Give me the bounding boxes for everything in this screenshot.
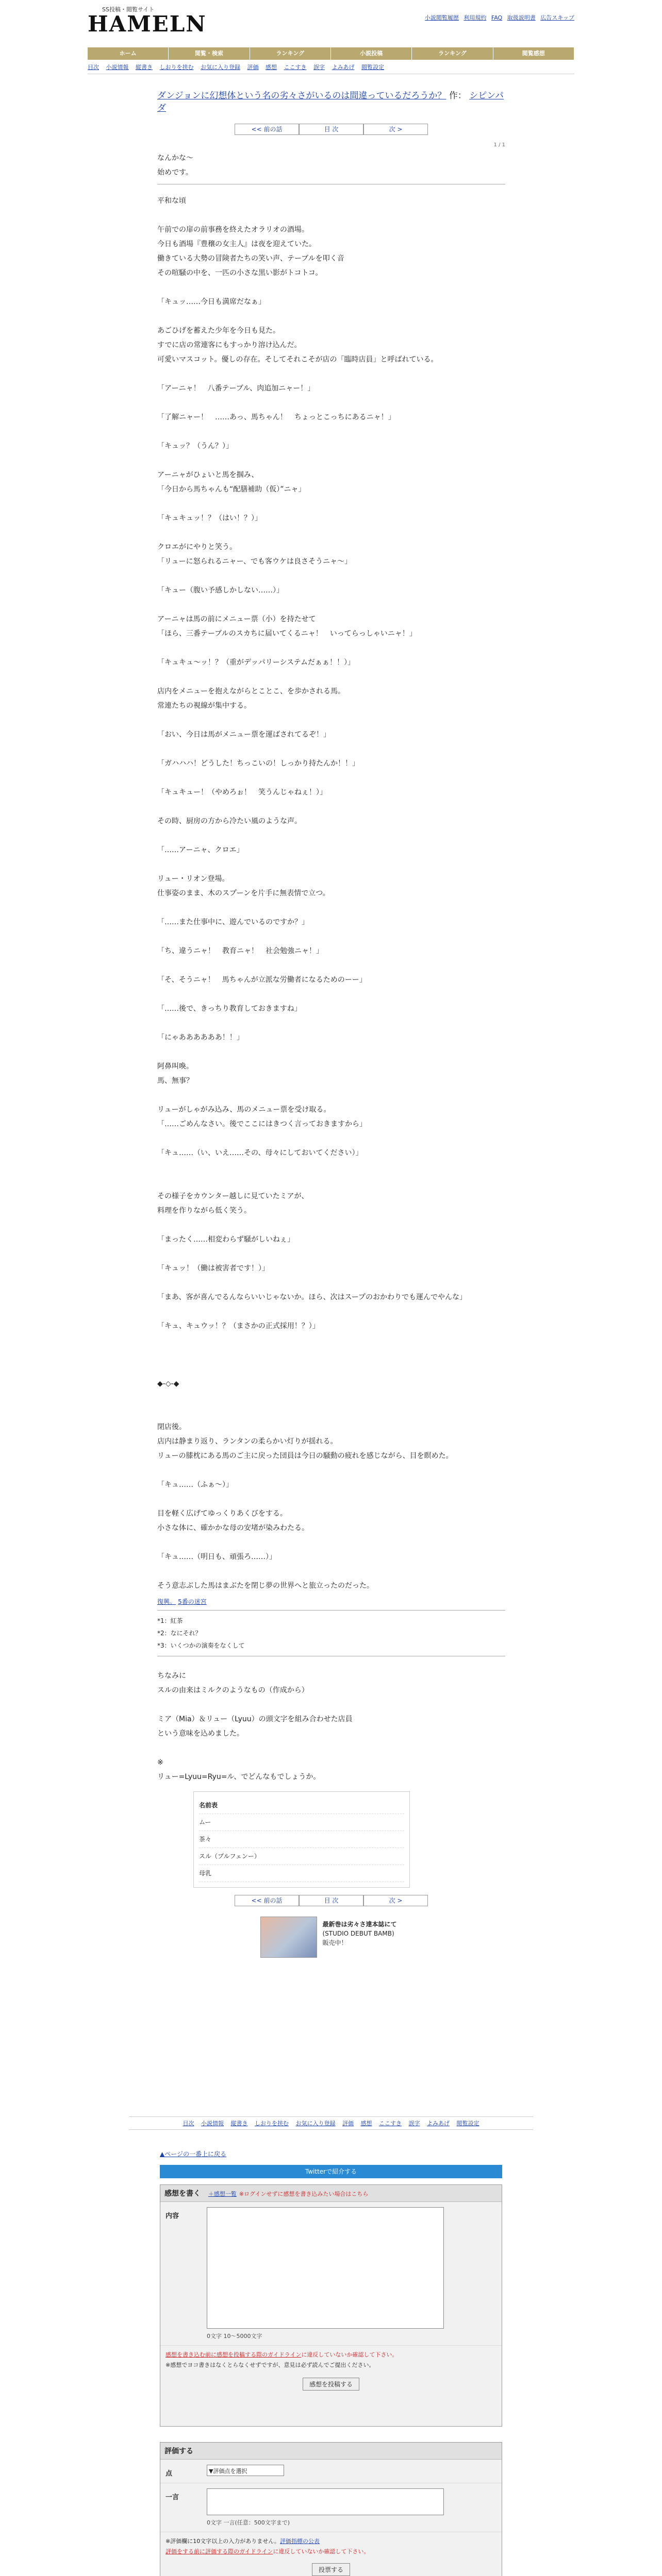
footnote: *3：いくつかの演奏をなくして [157, 1642, 245, 1649]
story-line: 馬、無事？ [157, 1077, 193, 1085]
blank-line [157, 1276, 505, 1290]
logo-text: HAMELN [88, 11, 207, 37]
nav-item[interactable]: ランキング [412, 47, 493, 60]
blank-line [157, 1391, 505, 1405]
story-line: 「……アーニャ、クロエ」 [157, 846, 244, 854]
blank-line [157, 1304, 505, 1319]
blank-line [157, 713, 505, 727]
blank-line [157, 1131, 505, 1146]
story-line: 「キュ、キュウッ！？（まさかの正式採用！？）」 [157, 1322, 320, 1330]
blank-line [157, 771, 505, 785]
footnav-link[interactable]: しおりを挟む [255, 2120, 289, 2127]
toplink[interactable]: 利用規約 [464, 14, 487, 21]
story-line: 「キュ……（い、いえ……その、母々にしておいてください）」 [157, 1149, 363, 1157]
blank-line [157, 857, 505, 872]
back-to-top-link[interactable]: ▲ページの一番上に戻る [160, 2150, 226, 2158]
banner-image [260, 1917, 317, 1958]
banner-line: 最新巻は劣々さ達本誌にて [322, 1921, 397, 1928]
story-line: 「アーニャ！ 八番テーブル、肉追加ニャー！」 [157, 384, 315, 393]
story-line: リュー・リオン登場。 [157, 875, 229, 883]
footnav-link[interactable]: 小説情報 [201, 2120, 224, 2127]
blank-line [157, 1492, 505, 1506]
review-rules [160, 2346, 502, 2375]
nav-item[interactable]: 閲覧・検索 [169, 47, 250, 60]
rule-text: に違反していないか確認して下さい。 [301, 2351, 398, 2358]
ad-banner[interactable] [157, 1917, 505, 1958]
rating-comment-input[interactable] [207, 2488, 444, 2515]
nav-item[interactable]: ランキング [250, 47, 331, 60]
story-line: 「そ、そうニャ！ 馬ちゃんが立派な労働者になるためのーー」 [157, 976, 367, 984]
footnav-link[interactable]: 閲覧設定 [456, 2120, 479, 2127]
banner-text [317, 1917, 402, 1958]
footnav-link[interactable]: 誤字 [408, 2120, 420, 2127]
story-line: 「キュッ？（うん？）」 [157, 442, 233, 450]
nav-item[interactable]: 小説投稿 [331, 47, 412, 60]
preface [157, 151, 505, 180]
subnav-link[interactable]: 縦書き [136, 64, 153, 71]
review-content-row [160, 2202, 502, 2346]
preface-line: 始めです。 [157, 168, 193, 177]
story-line: 「おい、今日は馬がメニュー票を運ばされてるぞ！」 [157, 731, 330, 739]
novel-title[interactable]: ダンジョンに幻想体という名の劣々さがいるのは間違っているだろうか？ [157, 91, 446, 101]
blank-line [157, 425, 505, 439]
story-line: ◆-◇-◆ [157, 1380, 179, 1388]
rating-submit-wrap [160, 2561, 502, 2576]
blank-line [157, 1016, 505, 1030]
footnav-link[interactable]: 目次 [183, 2120, 194, 2127]
afterword-line: ちなみに [157, 1672, 186, 1680]
rating-notes [160, 2532, 502, 2561]
inline-links [157, 1597, 505, 1606]
story-line: その時、厨房の方から冷たい風のような声。 [157, 817, 302, 825]
footnav-link[interactable]: 感想 [360, 2120, 372, 2127]
subnav-link[interactable]: しおりを挟む [159, 64, 194, 71]
story-body [157, 194, 505, 1593]
story-line: 「……後で、きっちり教育しておきますね」 [157, 1005, 302, 1013]
blank-line [157, 958, 505, 973]
story-line: 「キュ……（明日も、頑張ろ……）」 [157, 1553, 276, 1561]
story-line: 「リューに怒られるニャー、でも客ウケは良さそうニャ〜」 [157, 557, 352, 566]
next-button[interactable]: 次 > [363, 124, 428, 135]
story-line: 「キュ……（ふぁ〜）」 [157, 1481, 233, 1489]
story-line: 「キュキュッ！？（はい！？）」 [157, 514, 262, 522]
story-line: 今日も酒場『豊穣の女主人』は夜を迎えていた。 [157, 240, 316, 248]
site-tagline: SS投稿・閲覧サイト [102, 6, 155, 13]
blank-line [157, 828, 505, 843]
global-nav [88, 47, 574, 60]
story-line: 閉店後。 [157, 1423, 186, 1431]
blank-line [157, 497, 505, 511]
subnav-link[interactable]: お気に入り登録 [201, 64, 240, 71]
review-list-link[interactable]: ＋感想一覧 [208, 2191, 237, 2197]
story-line: 仕事姿のまま、木のスプーンを片手に無表情で立つ。 [157, 889, 330, 897]
comment-label: 一言 [166, 2494, 179, 2501]
chapter-heading: 平和な頃 [157, 197, 186, 205]
blank-line [157, 670, 505, 684]
story-line: 「キュッ……今日も満席だなぁ」 [157, 298, 266, 306]
banner-line: (STUDIO DEBUT BAMB) [322, 1930, 394, 1937]
review-title: 感想を書く [164, 2190, 201, 2198]
toc-button[interactable]: 目 次 [299, 124, 363, 135]
blank-line [157, 280, 505, 295]
afterword-line: ミア（Mia）＆リュー（Lyuu）の頭文字を組み合わせた店員 [157, 1715, 353, 1723]
story-line: リューの膝枕にある馬のご主に戻った団員は今日の騒動の疲れを感じながら、目を瞑めた。 [157, 1452, 453, 1460]
story-line: 店内をメニューを抱えながらとことこ、を歩かされる馬。 [157, 687, 345, 696]
subnav-link[interactable]: 評価 [247, 64, 259, 71]
blank-line [157, 1175, 505, 1189]
site-logo[interactable] [88, 4, 207, 41]
table-row: 茶々 [199, 1831, 404, 1848]
blank-line [157, 1247, 505, 1261]
chapter-link[interactable]: ダ [157, 103, 166, 113]
rating-guideline-link[interactable]: 評価をする前に評価する際のガイドライン [166, 2548, 273, 2555]
divider [157, 1610, 505, 1611]
vote-button[interactable]: 投票する [312, 2563, 350, 2576]
subnav-link[interactable]: ここすき [284, 64, 307, 71]
story-line: 目を軽く広げてゆっくりあくびをする。 [157, 1510, 287, 1518]
rating-note: ※評価欄に10文字以上の入力がありません。 [166, 2538, 280, 2545]
rating-points-row [160, 2460, 502, 2483]
rating-select[interactable]: ▼評価点を選択 [207, 2465, 284, 2476]
story-line: 「キュキュー！（やめろぉ！ 笑うんじゃねぇ！）」 [157, 788, 327, 796]
blank-line [157, 309, 505, 324]
toplink[interactable]: 小説閲覧履歴 [424, 14, 459, 21]
story-line: 料理を作りながら低く笑う。 [157, 1207, 251, 1215]
rating-comment-row [160, 2483, 502, 2532]
pager-bottom [157, 1895, 505, 1906]
story-line: すでに店の常連客にもすっかり溶け込んだ。 [157, 341, 302, 349]
blank-line [157, 1218, 505, 1232]
blank-line [157, 208, 505, 223]
toc-button[interactable]: 目 次 [299, 1895, 363, 1906]
story-line: 「まったく……相変わらず騒がしいねぇ」 [157, 1235, 294, 1244]
blank-line [157, 569, 505, 583]
blank-line [157, 929, 505, 944]
blank-line [157, 1333, 505, 1348]
footnav-link[interactable]: お気に入り登録 [295, 2120, 336, 2127]
story-line: その喧騒の中を、一匹の小さな黒い影がトコトコ。 [157, 269, 323, 277]
blank-line [157, 396, 505, 410]
rating-note: に違反していないか確認して下さい。 [273, 2548, 370, 2555]
story-line: 店内は静まり返り、ランタンの柔らかい灯りが揺れる。 [157, 1437, 338, 1446]
twitter-share-button[interactable]: Twitterで紹介する [160, 2165, 502, 2178]
afterword-line: スルの由来はミルクのようなもの（作成から） [157, 1686, 309, 1694]
blank-line [157, 1535, 505, 1550]
blank-line [157, 901, 505, 915]
subnav-link[interactable]: 誤字 [313, 64, 325, 71]
subnav-link[interactable]: 閲覧設定 [361, 64, 384, 71]
review-submit-wrap [160, 2375, 502, 2394]
story-line: その様子をカウンター越しに見ていたミアが、 [157, 1192, 309, 1200]
blank-line [157, 641, 505, 655]
nav-item[interactable]: 閲覧感想 [493, 47, 574, 60]
page-number: 1 / 1 [493, 142, 505, 148]
inline-link[interactable]: 復興。 [157, 1598, 176, 1605]
preface-line: なんかな〜 [157, 154, 193, 162]
story-line: 「ち、違うニャ！ 教育ニャ！ 社会勉強ニャ！」 [157, 947, 323, 955]
story-line: 阿鼻叫喚。 [157, 1062, 193, 1071]
footer-nav [129, 2116, 533, 2130]
story-line: あごひげを蓄えた少年を今日も見た。 [157, 327, 280, 335]
rating-metric-link[interactable]: 評価指標の公表 [279, 2538, 320, 2545]
story-line: 「キュー（腹い予感しかしない……）」 [157, 586, 284, 595]
table-title: 名前表 [199, 1797, 404, 1814]
story-line: 小さな体に、確かかな母の安堵が染みわたる。 [157, 1524, 309, 1532]
footnav-link[interactable]: ここすき [379, 2120, 402, 2127]
story-line: 「キュキュ〜ッ！？（重がデッパリーシステムだぁぁ！！）」 [157, 658, 355, 667]
story-line: アーニャがひょいと馬を掴み、 [157, 471, 259, 479]
blank-line [157, 367, 505, 381]
content-label: 内容 [166, 2212, 179, 2220]
review-textarea[interactable] [207, 2207, 444, 2329]
char-count: 0文字 10〜5000文字 [207, 2333, 262, 2340]
comment-count: 0文字 一言(任意：500文字まで) [207, 2519, 290, 2526]
novel-title-line [157, 88, 505, 116]
afterword [157, 1669, 505, 1784]
story-line: 「まあ、客が喜んでるんならいいじゃないか。ほら、次はスープのおかわりでも運んでやんな」 [157, 1293, 467, 1301]
footnote: *1：紅茶 [157, 1617, 183, 1624]
subnav-link[interactable]: 感想 [266, 64, 277, 71]
review-form [160, 2184, 502, 2427]
footnotes [157, 1615, 505, 1652]
story-line: 可愛いマスコット。優しの存在。そしてそれこそが店の「臨時店員」と呼ばれている。 [157, 355, 438, 364]
inline-link[interactable]: 5番の迷宮 [178, 1598, 207, 1605]
story-line: 「にゃああああああ！！」 [157, 1033, 244, 1042]
blank-line [157, 1045, 505, 1059]
blank-line [157, 1463, 505, 1478]
name-table [193, 1791, 410, 1888]
story-line: 「キュッ！（働は被害者です！）」 [157, 1264, 269, 1273]
story-line: 「……ごめんなさい。後でここにはきつく言っておきますから」 [157, 1120, 367, 1128]
story-line: 「……また仕事中に、遊んでいるのですか？」 [157, 918, 309, 926]
banner-line: 販売中！ [322, 1939, 347, 1946]
review-header [160, 2185, 502, 2202]
toplink[interactable]: 取扱説明書 [507, 14, 536, 21]
story-line: アーニャは馬の前にメニュー票（小）を持たせて [157, 615, 316, 623]
table-row: ムー [199, 1814, 404, 1831]
toplink[interactable]: 広告スキップ [540, 14, 574, 21]
prev-button[interactable]: << 前の話 [235, 124, 299, 135]
blank-line [157, 1088, 505, 1103]
blank-line [157, 1564, 505, 1579]
blank-line [157, 526, 505, 540]
table-row: スル（ブルフェンー） [199, 1848, 404, 1865]
footnav-link[interactable]: 縦書き [230, 2120, 248, 2127]
rating-form [160, 2442, 502, 2576]
top-links [422, 13, 574, 22]
blank-line [157, 598, 505, 612]
story-line: クロエがにやりと笑う。 [157, 543, 237, 551]
points-label: 点 [166, 2470, 173, 2478]
subnav-link[interactable]: 目次 [88, 64, 99, 71]
blank-line [157, 1741, 505, 1755]
afterword-line: リュー=Lyuu=Ryu=ル、でどんなもでしょうか。 [157, 1773, 321, 1781]
story-line: 「了解ニャー！ ……あっ、馬ちゃん！ ちょっとこっちにあるニャ！」 [157, 413, 395, 421]
header [0, 0, 662, 44]
prev-button[interactable]: << 前の話 [235, 1895, 299, 1906]
blank-line [157, 1348, 505, 1362]
rule-text: ※感想でヨコ書きはなくとらなくせずですが、意見は必ず読んでご提出ください。 [166, 2362, 375, 2368]
footnote: *2：なにそれ？ [157, 1630, 202, 1637]
next-button[interactable]: 次 > [363, 1895, 428, 1906]
nav-item[interactable]: ホーム [88, 47, 169, 60]
footnav-link[interactable]: 評価 [342, 2120, 354, 2127]
blank-line [157, 800, 505, 814]
blank-line [157, 1362, 505, 1377]
subnav-link[interactable]: 小説情報 [106, 64, 129, 71]
subnav-link[interactable]: よみあげ [332, 64, 355, 71]
afterword-line: という意味を込めました。 [157, 1730, 244, 1738]
blank-line [157, 453, 505, 468]
footnav-link[interactable]: よみあげ [427, 2120, 450, 2127]
story-line: リューがしゃがみ込み、馬のメニュー票を受け取る。 [157, 1106, 331, 1114]
pager-top [157, 124, 505, 135]
blank-line [157, 742, 505, 756]
table-row: 母乳 [199, 1865, 404, 1882]
main-content [157, 88, 505, 1968]
story-line: 「今日から馬ちゃんも“配膳補助（仮）”ニャ」 [157, 485, 306, 494]
submit-review-button[interactable]: 感想を投稿する [303, 2378, 359, 2391]
author-link[interactable]: シピンパ [469, 91, 504, 101]
story-line: 「ガハハハ！どうした！ちっこいの！しっかり持たんか！！」 [157, 759, 359, 768]
author-label: 作： [449, 91, 467, 101]
guideline-link[interactable]: 感想を書き込む前に感想を投稿する際のガイドライン [166, 2351, 302, 2358]
review-warning: ※ログインせずに感想を書き込みたい場合はこちら [239, 2191, 369, 2197]
story-line: 働きている大勢の冒険者たちの笑い声、テーブルを叩く音 [157, 255, 344, 263]
afterword-line: ※ [157, 1758, 163, 1767]
story-line: 常連たちの視線が集中する。 [157, 702, 251, 710]
story-line: そう意志ぶした馬はまぶたを閉じ夢の世界へと旅立ったのだった。 [157, 1582, 374, 1590]
story-line: 午前での扉の前事務を終えたオラリオの酒場。 [157, 226, 309, 234]
rating-title: 評価する [160, 2443, 502, 2460]
blank-line [157, 1405, 505, 1420]
blank-line [157, 1698, 505, 1712]
toplink[interactable]: FAQ [491, 14, 503, 21]
blank-line [157, 987, 505, 1002]
story-line: 「ほら、三番テーブルのスカちに届いてくるニャ！ いってらっしゃいニャ！」 [157, 630, 417, 638]
blank-line [157, 1160, 505, 1175]
novel-subnav [88, 63, 574, 74]
